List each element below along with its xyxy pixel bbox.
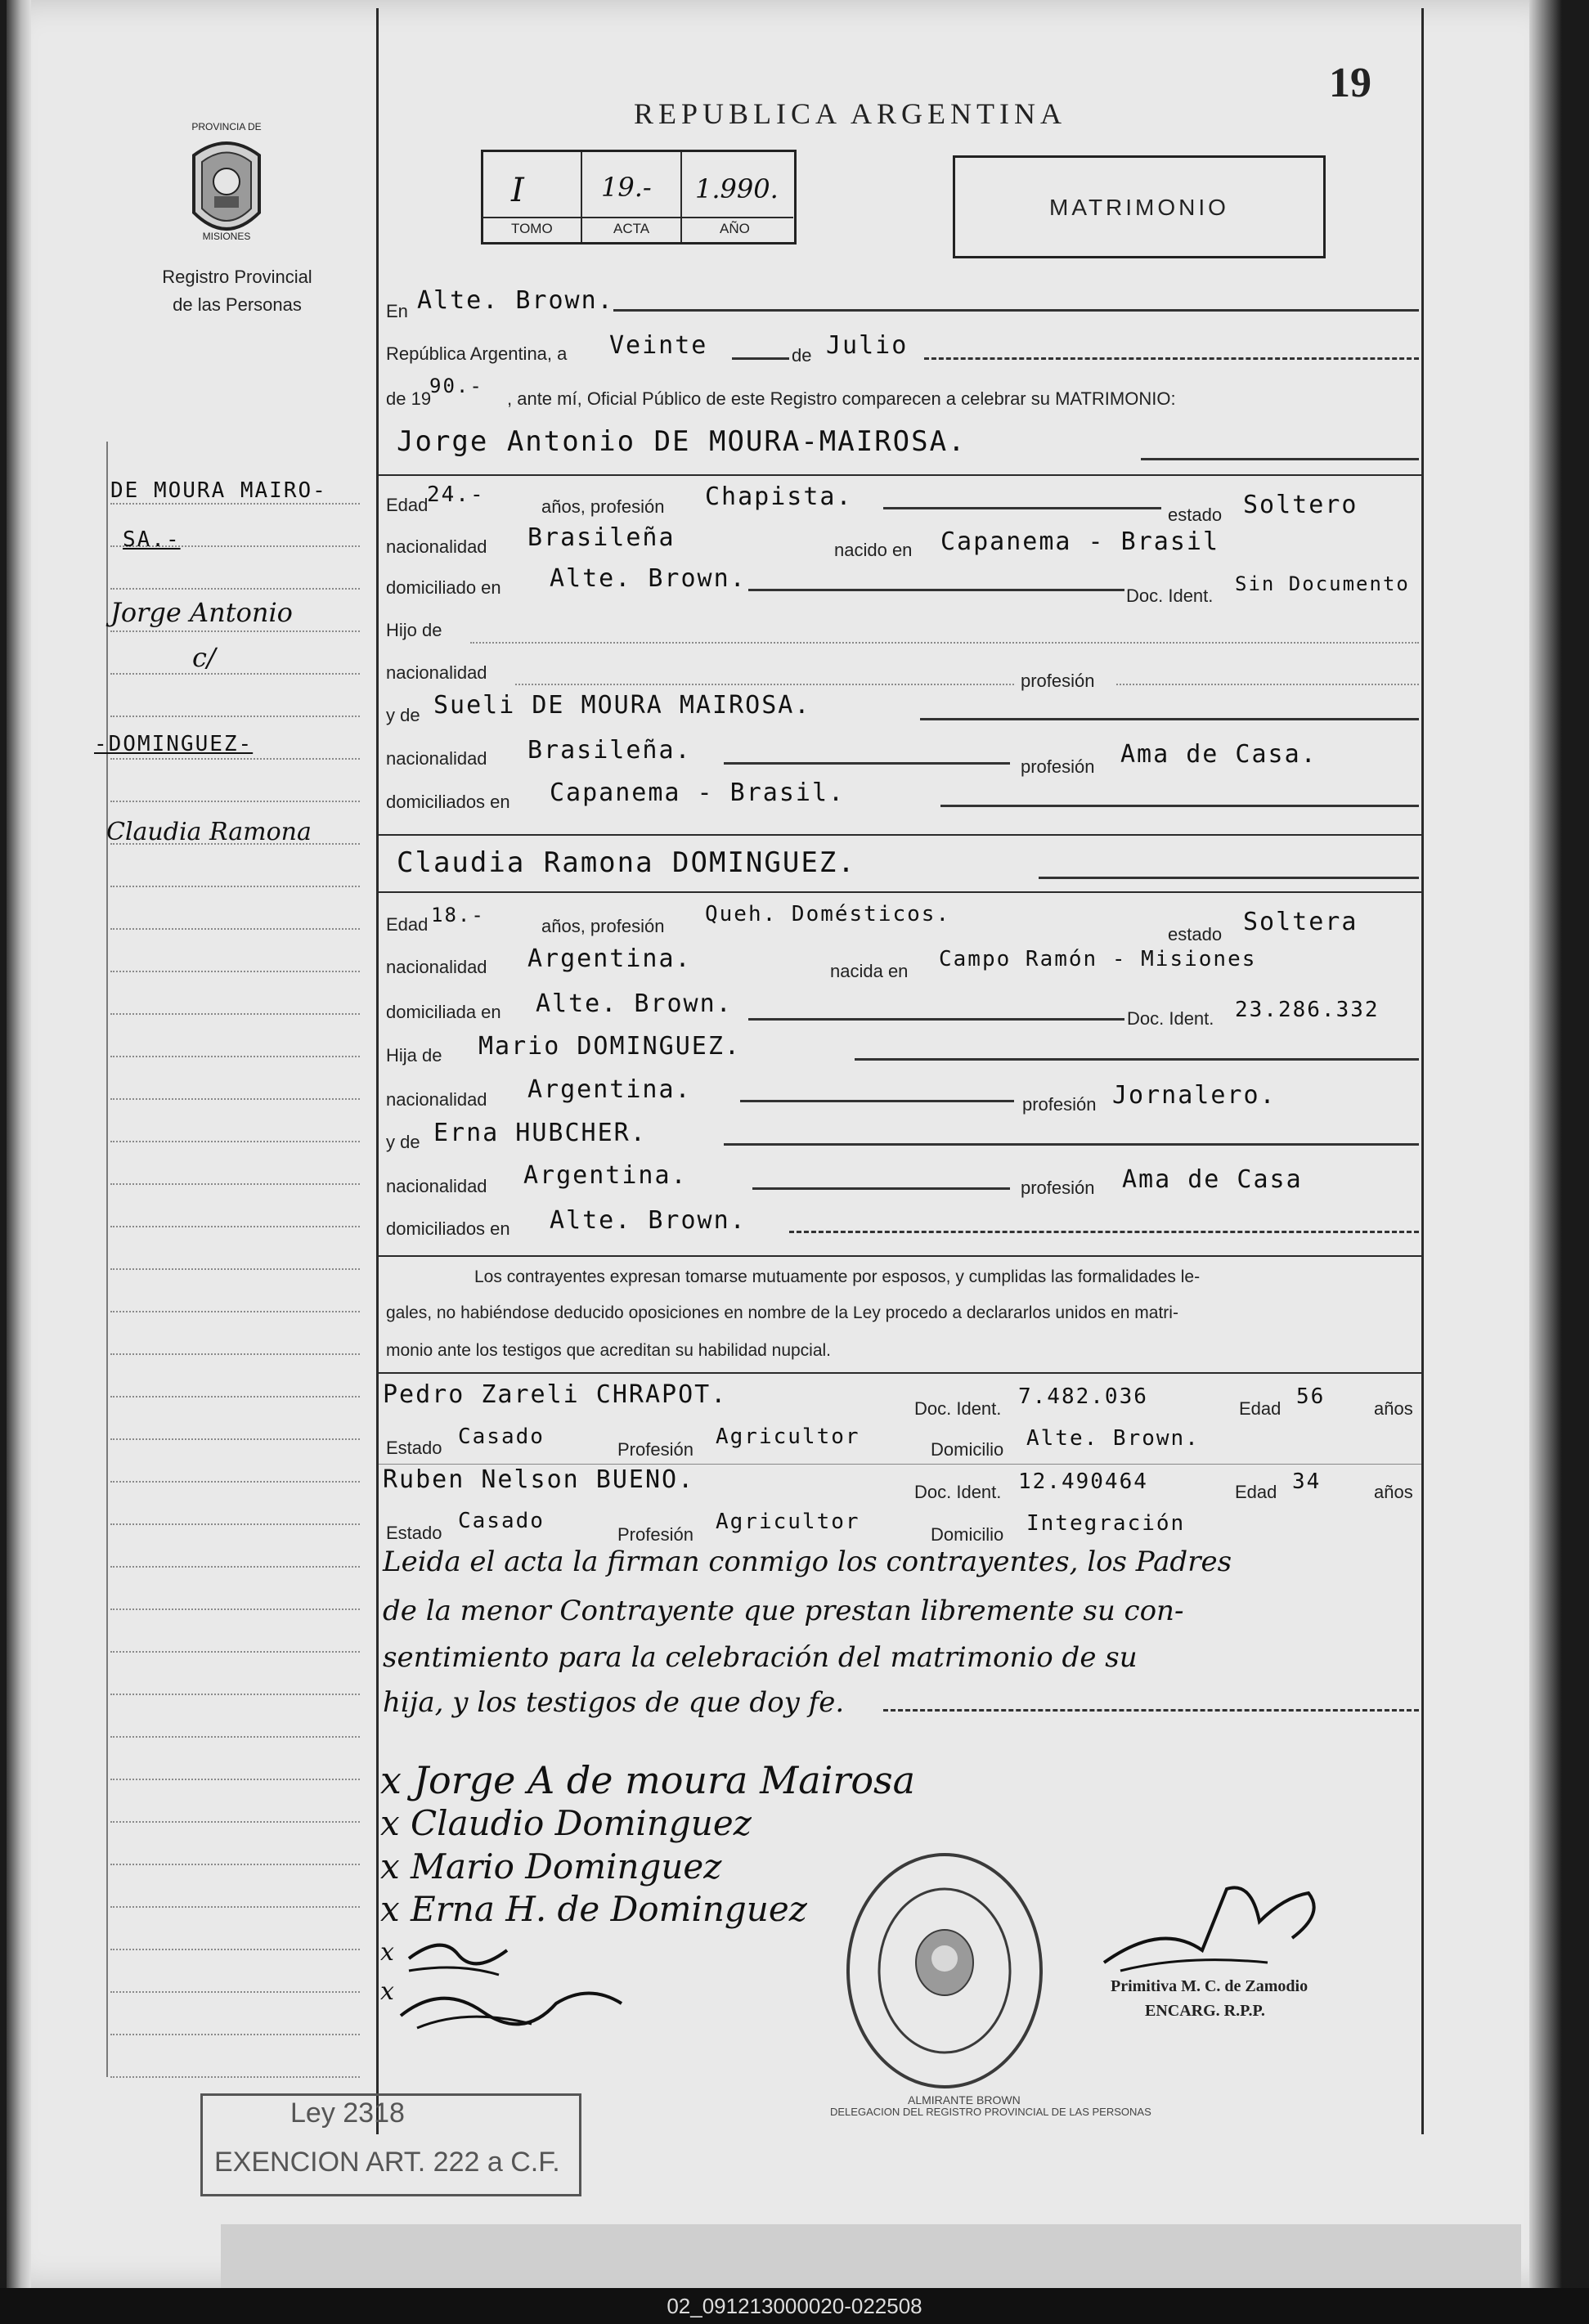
fill-line [924, 357, 1419, 360]
bride-document: 23.286.332 [1235, 998, 1380, 1022]
margin-ruled-line [110, 1268, 360, 1270]
official-stamp-name: Primitiva M. C. de Zamodio [1111, 1977, 1308, 1995]
ano-value: 1.990. [695, 173, 779, 204]
label-domiciliada: domiciliada en [386, 1002, 501, 1022]
label-domicilio: Domicilio [931, 1524, 1004, 1545]
groom-status: Soltero [1243, 491, 1358, 519]
groom-mother-nationality: Brasileña. [527, 736, 692, 765]
groom-parents-address: Capanema - Brasil. [550, 778, 846, 807]
label-edad: Edad [386, 914, 429, 935]
label-year: de 19 [386, 388, 432, 409]
groom-address: Alte. Brown. [550, 564, 747, 593]
fill-line [724, 1143, 1419, 1146]
label-profesion: Profesión [617, 1439, 694, 1460]
fill-line [883, 507, 1161, 509]
margin-given-1: Jorge Antonio [110, 597, 293, 628]
label-profesion-madre: profesión [1021, 1178, 1095, 1198]
witness-2-age: 34 [1292, 1469, 1322, 1494]
bride-father: Mario DOMINGUEZ. [478, 1032, 741, 1061]
act-type: MATRIMONIO [1049, 195, 1229, 220]
label-profesion: Profesión [617, 1524, 694, 1545]
margin-ruled-line [110, 1736, 360, 1738]
margin-ruled-line [110, 1906, 360, 1908]
label-anos: años [1374, 1398, 1413, 1419]
groom-mother: Sueli DE MOURA MAIROSA. [433, 691, 811, 720]
section-rule [379, 1255, 1421, 1257]
bride-nationality: Argentina. [527, 944, 692, 973]
fill-line [1039, 877, 1419, 879]
fill-line [789, 1231, 1419, 1233]
label-doc: Doc. Ident. [1126, 585, 1214, 606]
declaration-line-3: monio ante los testigos que acreditan su habilidad nupcial. [386, 1341, 832, 1360]
label-y-de: y de [386, 1132, 420, 1152]
margin-ruled-line [110, 1779, 360, 1780]
margin-ruled-line [110, 1566, 360, 1568]
margin-ruled-line [110, 1694, 360, 1695]
margin-ruled-line [110, 1949, 360, 1950]
registry-name-line1: Registro Provincial [162, 267, 312, 287]
margin-ruled-line [110, 1013, 360, 1015]
fill-line [740, 1100, 1014, 1102]
label-edad: Edad [386, 495, 429, 515]
record-box-rule [483, 217, 793, 218]
declaration-line-2: gales, no habiéndose deducido oposiciones en nombre de la Ley procedo a declararlos unidos en matri- [386, 1303, 1178, 1322]
label-domiciliados: domiciliados en [386, 1218, 510, 1239]
registry-name-line2: de las Personas [173, 294, 302, 315]
fill-line [732, 357, 789, 360]
seal-top-text: PROVINCIA DE [191, 121, 262, 132]
closing-line-3: sentimiento para la celebración del matrimonio de su [383, 1641, 1138, 1674]
record-box-divider [581, 152, 582, 242]
label-estado: Estado [386, 1438, 442, 1458]
bride-mother-nationality: Argentina. [523, 1161, 688, 1190]
margin-ruled-line [110, 971, 360, 972]
page-number: 19 [1329, 60, 1371, 106]
witness-1-age: 56 [1296, 1384, 1326, 1409]
label-edad: Edad [1235, 1482, 1277, 1502]
witness-signature-scribbles [393, 1926, 638, 2040]
label-domiciliados: domiciliados en [386, 792, 510, 812]
fill-line [940, 805, 1419, 807]
margin-ruled-line [110, 1523, 360, 1525]
label-y-de: y de [386, 705, 420, 725]
fill-line [855, 1058, 1419, 1061]
margin-ruled-line [110, 1183, 360, 1185]
round-seal-inner-text: ALMIRANTE BROWN [908, 2093, 1021, 2106]
label-nacido: nacido en [834, 540, 913, 560]
groom-nationality: Brasileña [527, 523, 676, 552]
round-seal-outer-text: DELEGACION DEL REGISTRO PROVINCIAL DE LAS PERSONAS [830, 2106, 1151, 2118]
bride-mother-profession: Ama de Casa [1122, 1165, 1303, 1194]
fill-line [515, 684, 1014, 685]
bride-profession: Queh. Domésticos. [705, 902, 951, 926]
margin-ruled-line [110, 673, 360, 675]
margin-ruled-line [110, 716, 360, 717]
section-rule [379, 474, 1421, 476]
month-value: Julio [826, 331, 909, 360]
margin-ruled-line [110, 630, 360, 632]
margin-ruled-line [110, 1311, 360, 1312]
declaration-intro: , ante mí, Oficial Público de este Registro comparecen a celebrar su MATRIMONIO: [507, 388, 1176, 409]
margin-given-2: Claudia Ramona [106, 818, 312, 846]
groom-profession: Chapista. [705, 482, 853, 511]
label-doc: Doc. Ident. [914, 1482, 1002, 1502]
closing-line-4: hija, y los testigos de que doy fe. [383, 1686, 845, 1719]
official-stamp-title: ENCARG. R.P.P. [1145, 2002, 1265, 2020]
acta-value: 19.- [601, 172, 652, 203]
margin-ruled-line [110, 1608, 360, 1610]
label-en: En [386, 301, 408, 321]
bride-parents-address: Alte. Brown. [550, 1206, 747, 1235]
margin-ruled-line [110, 1098, 360, 1100]
right-rule [1421, 8, 1424, 2134]
margin-ruled-line [110, 886, 360, 887]
tomo-label: TOMO [511, 221, 553, 236]
bride-name: Claudia Ramona DOMINGUEZ. [397, 846, 856, 879]
year-value: 90.- [429, 375, 483, 397]
bride-father-nationality: Argentina. [527, 1075, 692, 1104]
witness-1-name: Pedro Zareli CHRAPOT. [383, 1380, 728, 1409]
fill-line [748, 1018, 1124, 1021]
margin-ruled-line [110, 1396, 360, 1398]
label-anos-profesion: años, profesión [541, 496, 665, 517]
label-profesion-madre: profesión [1021, 756, 1095, 777]
fill-line [883, 1709, 1419, 1712]
label-de: de [792, 345, 812, 366]
label-anos-profesion: años, profesión [541, 916, 665, 936]
signature-groom: x Jorge A de moura Mairosa [380, 1758, 916, 1802]
margin-ruled-line [110, 1864, 360, 1865]
label-estado: Estado [386, 1523, 442, 1543]
margin-ruled-line [110, 1353, 360, 1355]
section-rule [379, 891, 1421, 893]
groom-document: Sin Documento [1235, 572, 1410, 595]
registry-round-seal-icon [842, 1848, 1047, 2093]
label-profesion-padre: profesión [1022, 1094, 1097, 1115]
margin-ruled-line [110, 503, 360, 505]
signature-bride-father: x Mario Dominguez [380, 1846, 722, 1887]
bride-address: Alte. Brown. [536, 989, 733, 1018]
fill-line [748, 589, 1124, 591]
signature-bride-mother: x Erna H. de Dominguez [380, 1889, 807, 1929]
bride-status: Soltera [1243, 908, 1358, 936]
fill-line [1116, 684, 1419, 685]
label-profesion-padre: profesión [1021, 671, 1095, 691]
section-rule [379, 1464, 1421, 1465]
fill-line [724, 762, 1010, 765]
fill-line [920, 718, 1419, 720]
label-doc: Doc. Ident. [914, 1398, 1002, 1419]
groom-mother-profession: Ama de Casa. [1120, 740, 1317, 769]
page-bottom-strip [221, 2224, 1521, 2288]
fill-line [470, 642, 1419, 644]
witness-2-name: Ruben Nelson BUENO. [383, 1465, 695, 1494]
witness-2-profession: Agricultor [716, 1510, 860, 1534]
groom-age: 24.- [427, 482, 485, 507]
margin-ruled-line [110, 1141, 360, 1142]
official-signature [1088, 1873, 1333, 1987]
label-nacida: nacida en [830, 961, 909, 981]
margin-divider [376, 8, 379, 2134]
label-nacionalidad: nacionalidad [386, 957, 487, 977]
footer-code: 02_091213000020-022508 [0, 2288, 1589, 2324]
section-rule [379, 834, 1421, 836]
closing-line-2: de la menor Contrayente que prestan libremente su con- [383, 1595, 1184, 1627]
bride-father-profession: Jornalero. [1112, 1081, 1277, 1110]
signature-witness-1-mark: x [380, 1938, 394, 1967]
label-anos: años [1374, 1482, 1413, 1502]
exemption-stamp-law: Ley 2318 [290, 2097, 405, 2129]
province-seal-icon [182, 131, 272, 245]
label-estado: estado [1168, 505, 1223, 525]
label-hija: Hija de [386, 1045, 442, 1066]
margin-ruled-line [110, 1056, 360, 1057]
label-nacionalidad: nacionalidad [386, 536, 487, 557]
margin-ruled-line [110, 1821, 360, 1823]
label-republica: República Argentina, a [386, 343, 568, 364]
margin-ruled-line [110, 2076, 360, 2078]
witness-2-address: Integración [1026, 1511, 1186, 1536]
margin-ruled-line [110, 1438, 360, 1440]
label-nacionalidad-madre: nacionalidad [386, 748, 487, 769]
witness-1-address: Alte. Brown. [1026, 1426, 1200, 1451]
label-domicilio: Domicilio [931, 1439, 1004, 1460]
margin-ruled-line [110, 1991, 360, 1993]
signature-witness-2-mark: x [380, 1977, 394, 2006]
margin-ruled-line [110, 928, 360, 930]
bride-birthplace: Campo Ramón - Misiones [939, 947, 1257, 971]
label-nacionalidad-madre: nacionalidad [386, 1176, 487, 1196]
bride-mother: Erna HUBCHER. [433, 1119, 647, 1147]
fill-line [752, 1187, 1010, 1190]
fill-line [613, 309, 1419, 312]
bride-age: 18.- [431, 904, 485, 926]
signature-bride: x Claudio Dominguez [380, 1803, 752, 1843]
witness-2-doc: 12.490464 [1018, 1469, 1148, 1494]
margin-conj: c/ [192, 642, 216, 673]
groom-birthplace: Capanema - Brasil [940, 527, 1220, 556]
margin-ruled-line [110, 588, 360, 590]
label-doc: Doc. Ident. [1127, 1008, 1214, 1029]
section-rule [379, 1372, 1421, 1374]
margin-ruled-line [110, 758, 360, 760]
witness-1-status: Casado [458, 1424, 545, 1449]
label-edad: Edad [1239, 1398, 1282, 1419]
tomo-value: I [511, 172, 524, 209]
record-box-divider [680, 152, 682, 242]
country-title: REPUBLICA ARGENTINA [634, 97, 1067, 130]
margin-ruled-line [110, 1651, 360, 1653]
page-binding [7, 0, 31, 2288]
margin-surname-1a: DE MOURA MAIRO- [110, 478, 327, 503]
margin-surname-1b: SA.- [123, 527, 181, 552]
ano-label: AÑO [720, 221, 750, 236]
margin-ruled-line [110, 2034, 360, 2035]
witness-1-doc: 7.482.036 [1018, 1384, 1148, 1409]
declaration-line-1: Los contrayentes expresan tomarse mutuamente por esposos, y cumplidas las formalidades le- [474, 1267, 1201, 1286]
groom-name: Jorge Antonio DE MOURA-MAIROSA. [397, 425, 967, 458]
margin-ruled-line [110, 1481, 360, 1483]
label-nacionalidad-padre: nacionalidad [386, 1089, 487, 1110]
place-value: Alte. Brown. [417, 286, 614, 315]
closing-line-1: Leida el acta la firman conmigo los contrayentes, los Padres [383, 1546, 1232, 1578]
witness-2-status: Casado [458, 1509, 545, 1533]
exemption-stamp-text: EXENCION ART. 222 a C.F. [214, 2147, 560, 2178]
fill-line [1141, 458, 1419, 460]
day-value: Veinte [609, 331, 708, 360]
label-estado: estado [1168, 924, 1223, 944]
margin-surname-2: -DOMINGUEZ- [94, 732, 254, 756]
acta-label: ACTA [613, 221, 650, 236]
label-domiciliado: domiciliado en [386, 577, 501, 598]
witness-1-profession: Agricultor [716, 1424, 860, 1449]
label-hijo: Hijo de [386, 620, 442, 640]
margin-ruled-line [110, 801, 360, 802]
margin-ruled-line [110, 1226, 360, 1227]
label-nacionalidad-padre: nacionalidad [386, 662, 487, 683]
seal-bottom-text: MISIONES [202, 231, 251, 242]
page-edge [1529, 0, 1562, 2288]
margin-left-rule [106, 442, 108, 2077]
